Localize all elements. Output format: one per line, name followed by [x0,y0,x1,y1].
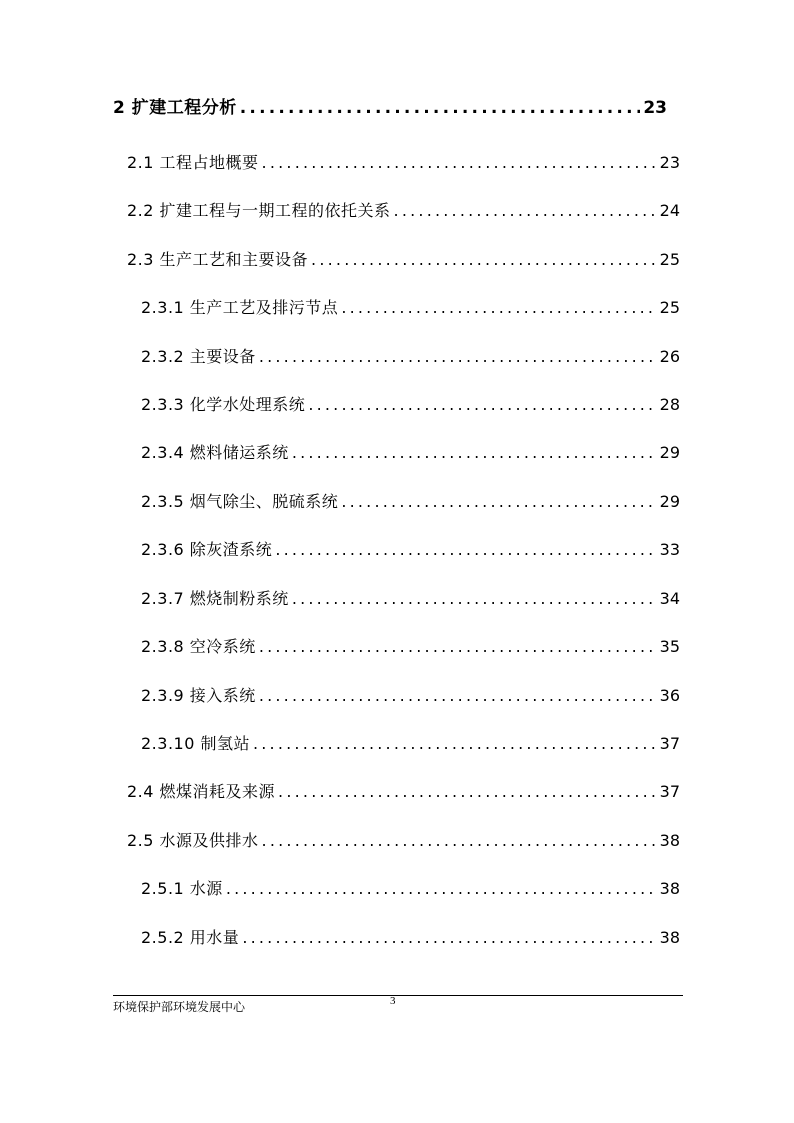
toc-entry-page: 24 [659,201,680,220]
toc-entry[interactable] [141,490,680,514]
toc-entry[interactable] [127,780,680,804]
toc-entry-page: 26 [659,347,680,366]
toc-entry-page: 25 [659,250,680,269]
toc-entry-label: 2.3.10 制氢站 [141,734,250,753]
toc-entry-label: 2.5 水源及供排水 [127,831,259,850]
toc-entry-label: 2.3.1 生产工艺及排污节点 [141,298,339,317]
toc-entry-label: 2.3.2 主要设备 [141,347,256,366]
toc-entry[interactable] [141,877,680,901]
toc-entry-label: 2.3.8 空冷系统 [141,637,256,656]
toc-leader-dots [292,587,657,611]
toc-entry[interactable] [141,441,680,465]
toc-entry-page: 23 [643,98,667,118]
toc-entry[interactable] [127,151,680,175]
toc-entry[interactable] [141,732,680,756]
toc-entry-page: 36 [659,686,680,705]
toc-leader-dots [341,490,656,514]
toc-entry[interactable] [141,345,680,369]
toc-entry-label: 2.2 扩建工程与一期工程的依托关系 [127,201,391,220]
toc-entry-page: 38 [659,879,680,898]
toc-entry[interactable] [141,393,680,417]
toc-entry[interactable] [141,926,680,950]
toc-entry-page: 37 [659,734,680,753]
toc-entry-page: 38 [659,928,680,947]
footer-divider [113,995,683,996]
toc-entry-label: 2.5.2 用水量 [141,928,240,947]
toc-entry[interactable] [127,248,680,272]
toc-entry-label: 2.3.7 燃烧制粉系统 [141,589,289,608]
toc-leader-dots [308,393,656,417]
toc-leader-dots [259,635,657,659]
toc-entry-page: 33 [659,540,680,559]
toc-entry-page: 23 [659,153,680,172]
toc-leader-dots [311,248,657,272]
toc-entry-label: 2.3.9 接入系统 [141,686,256,705]
toc-entry-page: 38 [659,831,680,850]
toc-entry[interactable] [141,587,680,611]
toc-entry[interactable] [127,199,680,223]
toc-entry-label: 2.4 燃煤消耗及来源 [127,782,276,801]
toc-leader-dots [259,345,657,369]
toc-entry[interactable] [141,684,680,708]
toc-entry-page: 28 [659,395,680,414]
toc-entry-page: 29 [659,492,680,511]
toc-entry[interactable] [141,635,680,659]
toc-entry-page: 34 [659,589,680,608]
toc-entry-label: 2.3.5 烟气除尘、脱硫系统 [141,492,339,511]
toc-entry-page: 35 [659,637,680,656]
toc-leader-dots [242,926,656,950]
toc-entry-page: 37 [659,782,680,801]
toc-entry-label: 2.3.6 除灰渣系统 [141,540,273,559]
toc-leader-dots [262,829,657,853]
toc-leader-dots [253,732,657,756]
footer-organization: 环境保护部环境发展中心 [113,1000,246,1014]
toc-entry-label: 2.5.1 水源 [141,879,223,898]
toc-leader-dots [292,441,657,465]
toc-leader-dots [226,877,657,901]
toc-leader-dots [262,151,657,175]
footer-page-number: 3 [390,995,396,1007]
toc-leader-dots [275,538,656,562]
toc-leader-dots [259,684,657,708]
toc-entry[interactable] [127,829,680,853]
toc-entry-label: 2 扩建工程分析 [113,98,237,118]
toc-entry[interactable] [141,538,680,562]
toc-leader-dots [394,199,657,223]
toc-entry-label: 2.1 工程占地概要 [127,153,259,172]
toc-entry[interactable] [141,296,680,320]
toc-leader-dots [341,296,656,320]
toc-entry-label: 2.3.4 燃料储运系统 [141,443,289,462]
toc-leader-dots [278,780,657,804]
toc-entry-label: 2.3 生产工艺和主要设备 [127,250,309,269]
toc-entry-page: 25 [659,298,680,317]
toc-entry-page: 29 [659,443,680,462]
toc-entry[interactable] [113,96,667,120]
toc-entry-label: 2.3.3 化学水处理系统 [141,395,306,414]
toc-leader-dots [240,96,641,120]
